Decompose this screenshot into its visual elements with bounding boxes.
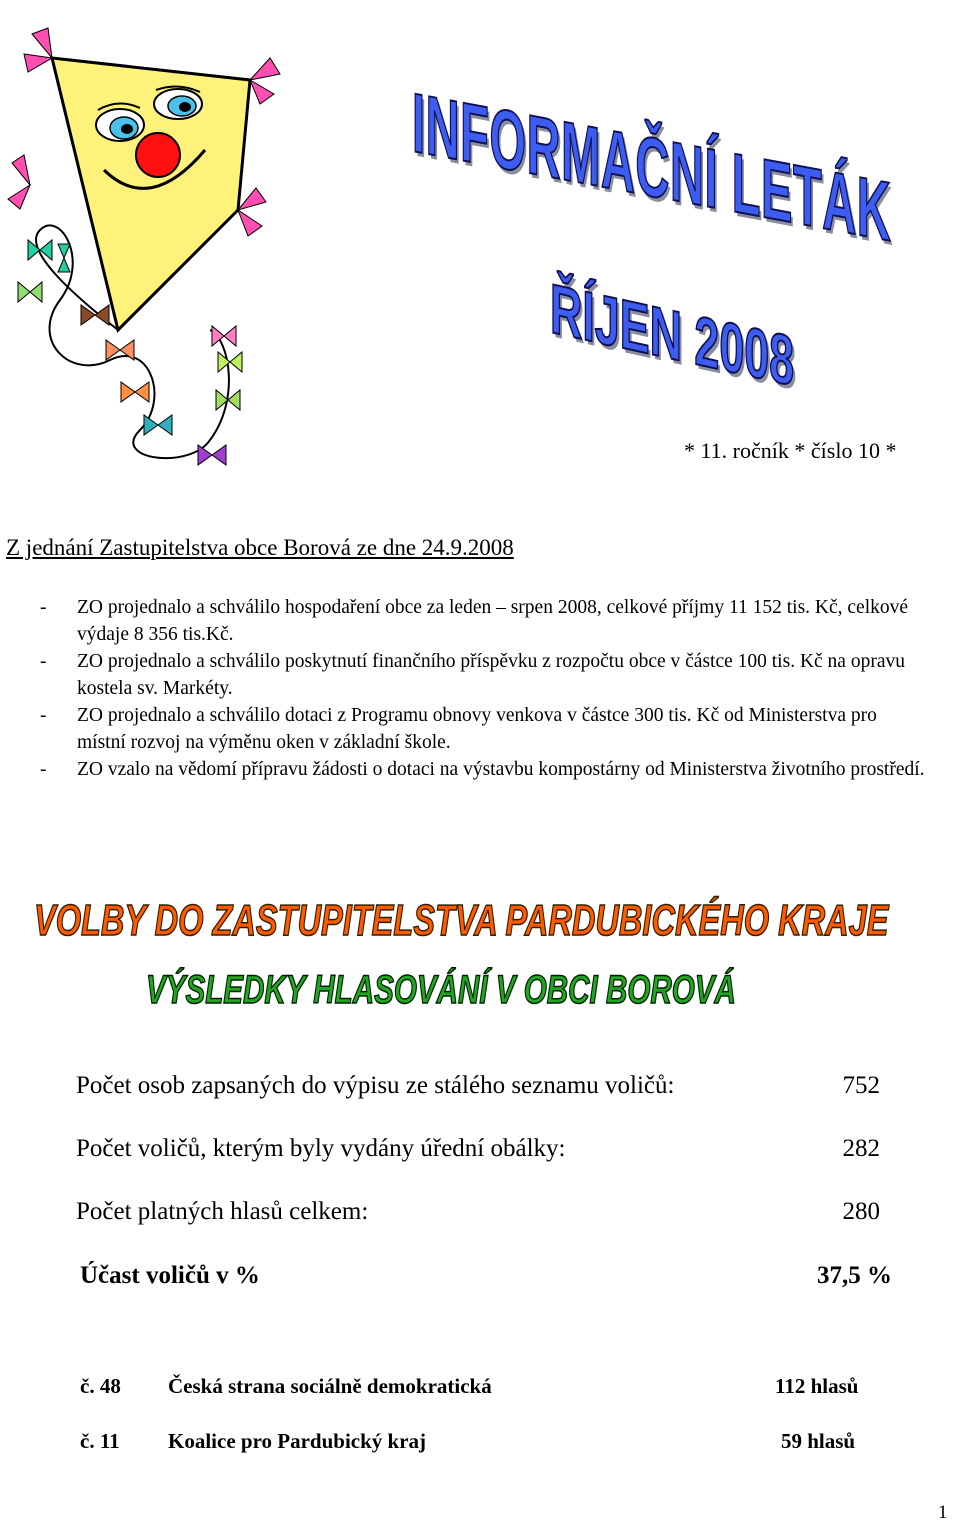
- stat-envelopes-value: 282: [842, 1135, 880, 1162]
- decision-item: - ZO projednalo a schválilo poskytnutí finančního příspěvku z rozpočtu obce v částce 100 tis. Kč na opravu kostela sv. Markéty.: [40, 651, 905, 699]
- decision-list: [0, 594, 930, 783]
- issue-info: * 11. ročník * číslo 10 *: [684, 438, 897, 463]
- bow-top-right: [250, 58, 280, 104]
- stat-turnout-value: 37,5 %: [817, 1262, 892, 1289]
- kite-body: [52, 58, 250, 330]
- page-number: 1: [938, 1502, 948, 1523]
- decision-item: - ZO projednalo a schválilo dotaci z Programu obnovy venkova v částce 300 tis. Kč od Ministerstva pro místní rozvoj na výměnu oken v základní škole.: [40, 705, 877, 753]
- leaflet-title: INFORMAČNÍ LETÁK: [412, 75, 892, 259]
- party-number: č. 11: [80, 1429, 120, 1453]
- elections-subtitle: VÝSLEDKY HLASOVÁNÍ V OBCI BOROVÁ: [146, 968, 736, 1012]
- decision-item: - ZO vzalo na vědomí přípravu žádosti o dotaci na výstavbu kompostárny od Ministerstva životního prostředí.: [40, 759, 925, 780]
- party-name: Koalice pro Pardubický kraj: [168, 1429, 427, 1453]
- bow-top-left: [24, 28, 52, 72]
- bow-left: [8, 155, 30, 209]
- stat-registered-value: 752: [842, 1072, 880, 1099]
- red-nose: [136, 133, 180, 177]
- elections-title: VOLBY DO ZASTUPITELSTVA PARDUBICKÉHO KRAJE: [34, 896, 889, 945]
- meeting-heading: Z jednání Zastupitelstva obce Borová ze dne 24.9.2008: [6, 535, 514, 560]
- stat-valid-votes-label: Počet platných hlasů celkem:: [76, 1198, 369, 1225]
- leaflet-month: ŘÍJEN 2008: [550, 269, 795, 401]
- stat-envelopes-label: Počet voličů, kterým byly vydány úřední obálky:: [76, 1135, 566, 1162]
- party-votes: 59 hlasů: [781, 1429, 856, 1453]
- kite-illustration: [0, 0, 300, 480]
- decision-item: - ZO projednalo a schválilo hospodaření obce za leden – srpen 2008, celkové příjmy 11 152 tis. Kč, celkové výdaje 8 356 tis.Kč.: [40, 597, 909, 645]
- stat-valid-votes-value: 280: [842, 1198, 880, 1225]
- stat-registered-label: Počet osob zapsaných do výpisu ze stálého seznamu voličů:: [76, 1072, 675, 1099]
- bow-right: [238, 188, 266, 236]
- party-number: č. 48: [80, 1374, 121, 1398]
- party-name: Česká strana sociálně demokratická: [168, 1374, 492, 1398]
- stat-turnout-label: Účast voličů v %: [80, 1262, 260, 1289]
- party-votes: 112 hlasů: [775, 1374, 859, 1398]
